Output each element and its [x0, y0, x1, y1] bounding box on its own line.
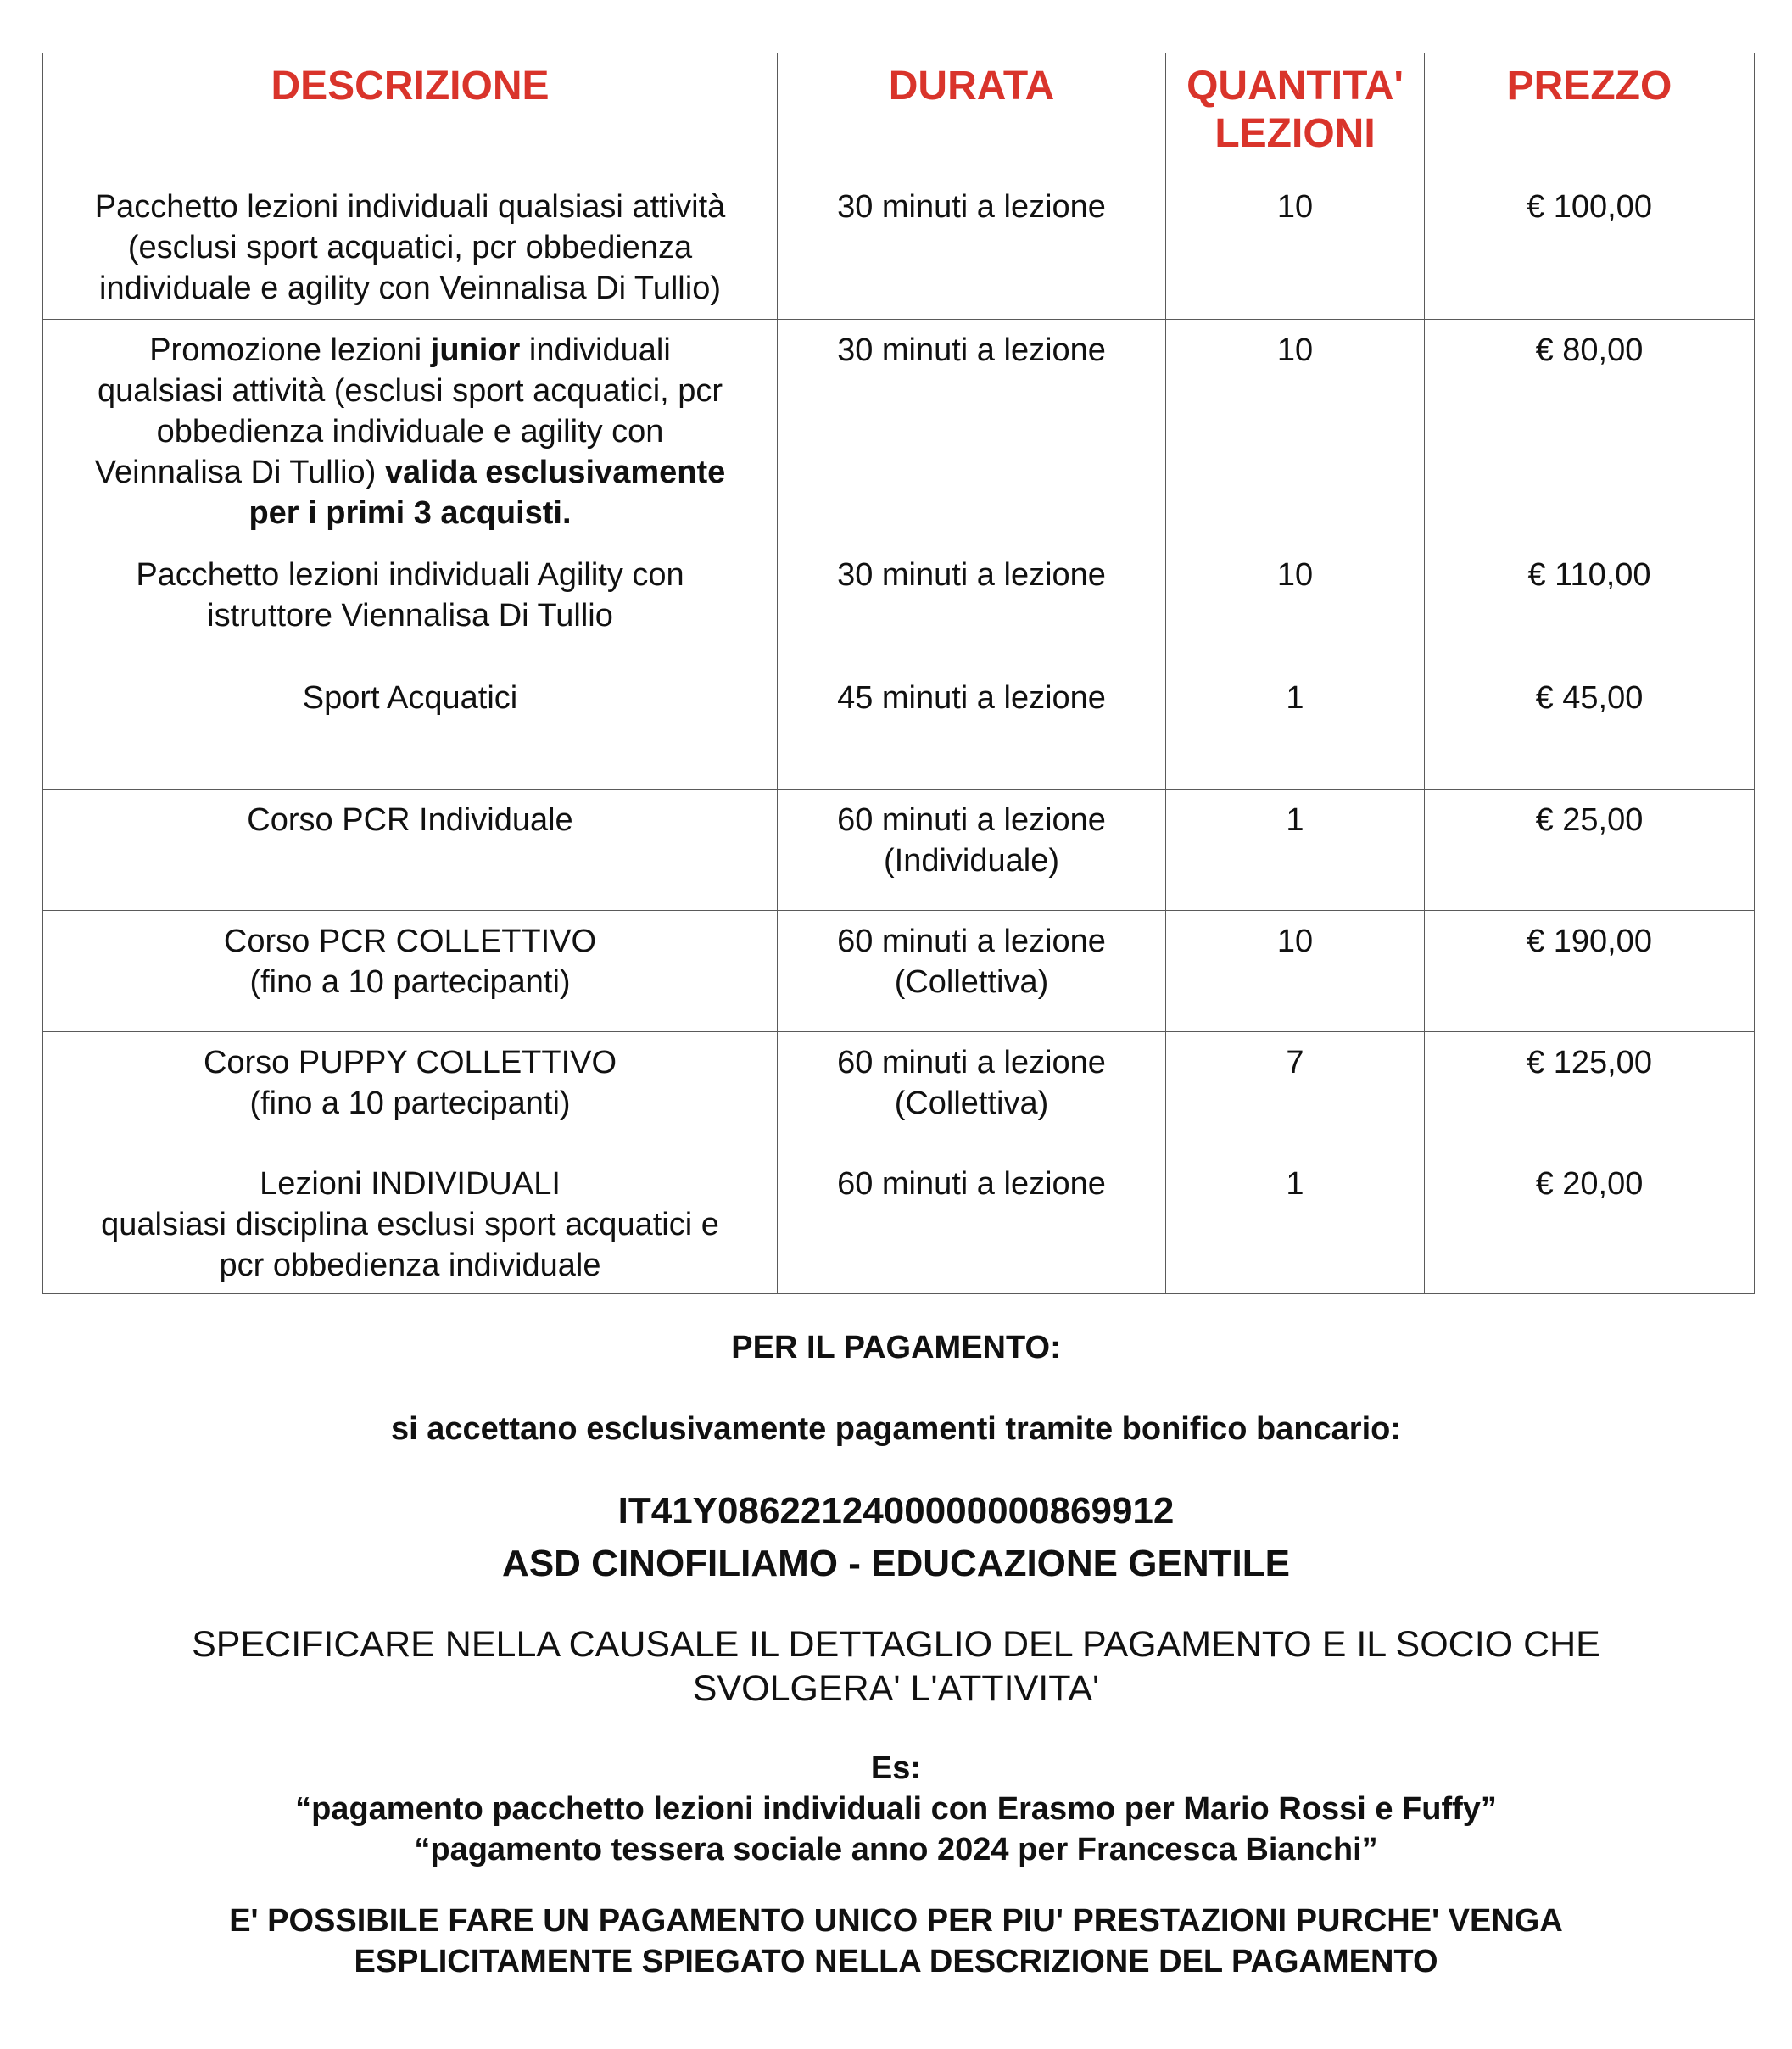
iban: IT41Y0862212400000000869912 [617, 1490, 1175, 1532]
durata-line: 60 minuti a lezione [837, 924, 1106, 959]
table-row [43, 790, 1755, 911]
cell-quantita: 1 [1166, 667, 1425, 790]
example-line: “pagamento tessera sociale anno 2024 per Francesca Bianchi” [414, 1832, 1378, 1868]
durata-line: 60 minuti a lezione [837, 1045, 1106, 1080]
desc-line: (fino a 10 partecipanti) [249, 964, 571, 1000]
cell-prezzo: € 45,00 [1425, 667, 1755, 790]
table-row [43, 320, 1755, 544]
cell-quantita: 10 [1166, 176, 1425, 320]
table-row [43, 176, 1755, 320]
cell-prezzo: € 100,00 [1425, 176, 1755, 320]
payment-intro: si accettano esclusivamente pagamenti tramite bonifico bancario: [390, 1411, 1402, 1447]
cell-descrizione [43, 544, 778, 667]
table-header [43, 53, 1755, 176]
table-row [43, 1153, 1755, 1294]
cell-quantita: 10 [1166, 911, 1425, 1032]
durata-line: 60 minuti a lezione [837, 802, 1106, 838]
durata-line: 60 minuti a lezione [837, 1166, 1106, 1202]
desc-line: Lezioni INDIVIDUALI [260, 1166, 561, 1202]
desc-line: Corso PUPPY COLLETTIVO [203, 1045, 617, 1080]
header-descrizione: DESCRIZIONE [43, 53, 778, 176]
cell-descrizione [43, 911, 778, 1032]
causale-line: SPECIFICARE NELLA CAUSALE IL DETTAGLIO DEL PAGAMENTO E IL SOCIO CHE [192, 1624, 1600, 1665]
cell-prezzo: € 110,00 [1425, 544, 1755, 667]
durata-line: (Collettiva) [894, 964, 1049, 1000]
desc-text: individuali [520, 332, 671, 368]
note-line: ESPLICITAMENTE SPIEGATO NELLA DESCRIZIONE DEL PAGAMENTO [354, 1944, 1438, 1979]
header-quantita-line1: QUANTITA' [1186, 64, 1404, 109]
cell-quantita: 1 [1166, 790, 1425, 911]
durata-line: (Individuale) [884, 843, 1059, 879]
price-table [42, 53, 1755, 1294]
table-row [43, 911, 1755, 1032]
desc-text: Veinnalisa Di Tullio) [94, 455, 385, 490]
desc-line: pcr obbedienza individuale [219, 1248, 601, 1283]
desc-line: Pacchetto lezioni individuali qualsiasi attività [94, 189, 726, 225]
cell-descrizione [43, 320, 778, 544]
cell-durata [778, 1153, 1166, 1294]
table-body [43, 176, 1755, 1294]
header-prezzo: PREZZO [1425, 53, 1755, 176]
payment-section [0, 1327, 1792, 1982]
cell-quantita: 10 [1166, 544, 1425, 667]
cell-quantita: 1 [1166, 1153, 1425, 1294]
cell-quantita: 10 [1166, 320, 1425, 544]
desc-bold-junior: junior [430, 332, 521, 368]
cell-durata [778, 176, 1166, 320]
desc-line: individuale e agility con Veinnalisa Di Tullio) [99, 271, 721, 306]
desc-line [53, 330, 767, 371]
cell-durata [778, 320, 1166, 544]
account-name: ASD CINOFILIAMO - EDUCAZIONE GENTILE [502, 1543, 1290, 1584]
table-row [43, 544, 1755, 667]
cell-prezzo: € 20,00 [1425, 1153, 1755, 1294]
desc-line: Corso PCR Individuale [247, 802, 573, 838]
desc-line: qualsiasi disciplina esclusi sport acquatici e [101, 1207, 719, 1242]
table-row [43, 1032, 1755, 1153]
cell-durata [778, 667, 1166, 790]
cell-prezzo: € 190,00 [1425, 911, 1755, 1032]
payment-heading: PER IL PAGAMENTO: [731, 1330, 1061, 1365]
durata-line: 30 minuti a lezione [837, 332, 1106, 368]
durata-line: 30 minuti a lezione [837, 189, 1106, 225]
desc-text: Promozione lezioni [149, 332, 431, 368]
cell-prezzo: € 25,00 [1425, 790, 1755, 911]
cell-prezzo: € 125,00 [1425, 1032, 1755, 1153]
desc-line: obbedienza individuale e agility con [156, 414, 664, 449]
desc-line: Corso PCR COLLETTIVO [223, 924, 597, 959]
desc-bold-validity: valida esclusivamente [384, 455, 726, 490]
desc-line [53, 452, 767, 493]
header-row [43, 53, 1755, 176]
header-quantita [1166, 53, 1425, 176]
table-row [43, 667, 1755, 790]
note-line: E' POSSIBILE FARE UN PAGAMENTO UNICO PER PIU' PRESTAZIONI PURCHE' VENGA [229, 1903, 1563, 1939]
cell-descrizione [43, 1032, 778, 1153]
desc-line: qualsiasi attività (esclusi sport acquatici, pcr [97, 373, 723, 409]
example-line: “pagamento pacchetto lezioni individuali con Erasmo per Mario Rossi e Fuffy” [295, 1791, 1497, 1827]
cell-durata [778, 1032, 1166, 1153]
cell-descrizione [43, 176, 778, 320]
durata-line: (Collettiva) [894, 1086, 1049, 1121]
cell-prezzo: € 80,00 [1425, 320, 1755, 544]
desc-bold-line: per i primi 3 acquisti. [248, 495, 572, 531]
durata-line: 45 minuti a lezione [837, 680, 1106, 716]
header-quantita-line2: LEZIONI [1214, 111, 1376, 156]
header-durata: DURATA [778, 53, 1166, 176]
desc-line: Pacchetto lezioni individuali Agility con [136, 557, 684, 593]
cell-durata [778, 790, 1166, 911]
cell-descrizione [43, 790, 778, 911]
example-label: Es: [870, 1750, 922, 1786]
desc-line: (esclusi sport acquatici, pcr obbedienza [127, 230, 693, 265]
cell-descrizione [43, 1153, 778, 1294]
cell-descrizione [43, 667, 778, 790]
cell-quantita: 7 [1166, 1032, 1425, 1153]
durata-line: 30 minuti a lezione [837, 557, 1106, 593]
cell-durata [778, 911, 1166, 1032]
desc-line: Sport Acquatici [302, 680, 518, 716]
desc-line: istruttore Viennalisa Di Tullio [207, 598, 613, 634]
desc-line: (fino a 10 partecipanti) [249, 1086, 571, 1121]
cell-durata [778, 544, 1166, 667]
causale-line: SVOLGERA' L'ATTIVITA' [692, 1668, 1100, 1709]
